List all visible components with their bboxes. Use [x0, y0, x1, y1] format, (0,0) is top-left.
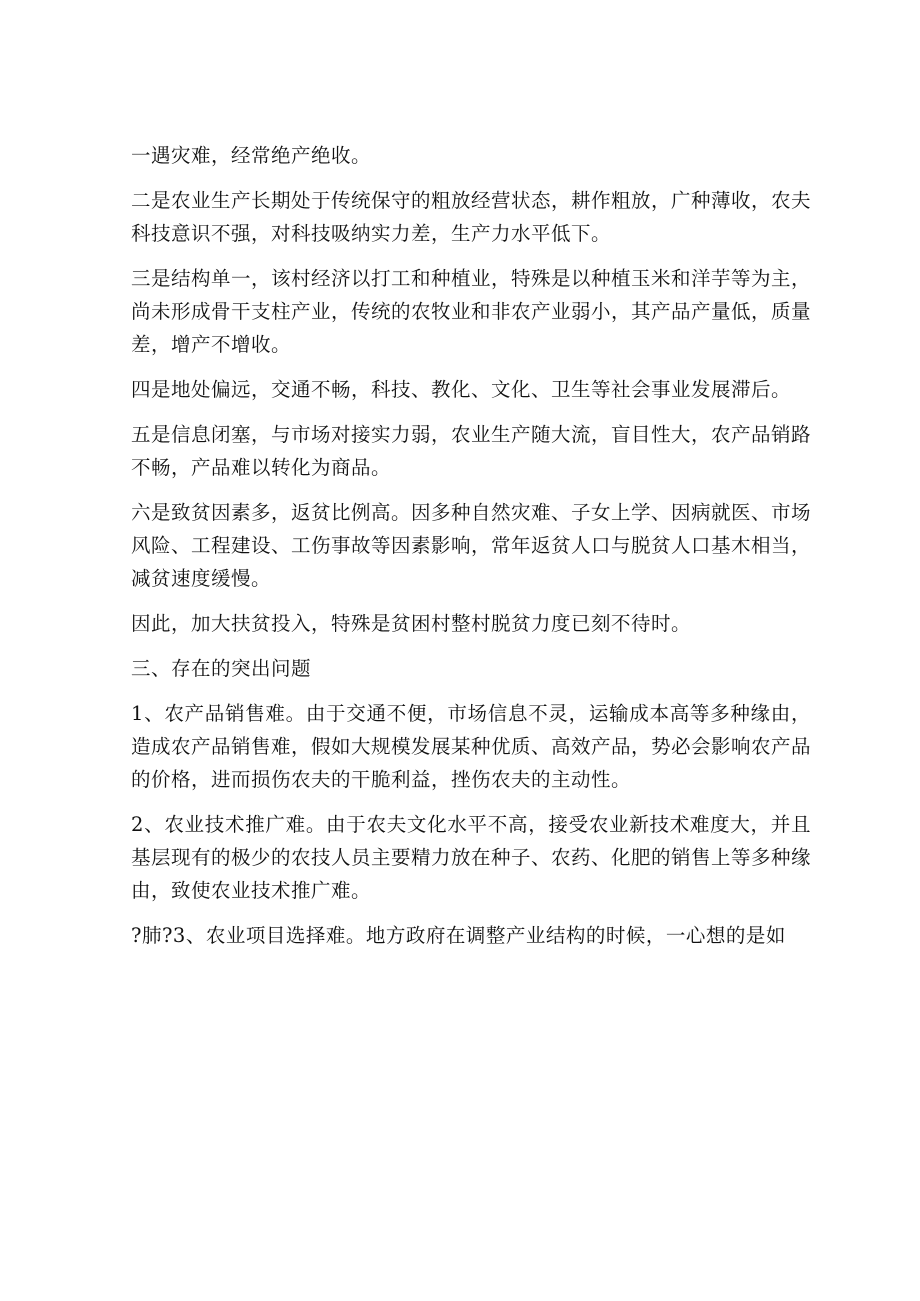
document-body — [131, 139, 811, 964]
paragraph-sales-difficulty: 1、农产品销售难。由于交通不便，市场信息不灵，运输成本高等多种缘由，造成农产品销售难，假如大规模发展某种优质、高效产品，势必会影响农产品的价格，进而损伤农夫的干脆利益，挫伤农夫的主动性。 — [131, 702, 812, 791]
paragraph-conclusion: 因此，加大扶贫投入，特殊是贫困村整村脱贫力度已刻不待时。 — [131, 612, 692, 635]
paragraph-single-structure: 三是结构单一，该村经济以打工和种植业，特殊是以种植玉米和洋芋等为主，尚未形成骨干支柱产业，传统的农牧业和非农产业弱小，其产品产量低，质量差，增产不增收。 — [131, 267, 812, 356]
paragraph-traditional-farming: 二是农业生产长期处于传统保守的粗放经营状态，耕作粗放，广种薄收，农夫科技意识不强，对科技吸纳实力差，生产力水平低下。 — [131, 189, 812, 245]
paragraph-poverty-factors: 六是致贫因素多，返贫比例高。因多种自然灾难、子女上学、因病就医、市场风险、工程建设、工伤事故等因素影响，常年返贫人口与脱贫人口基木相当，减贫速度缓慢。 — [131, 501, 812, 590]
section-heading-problems: 三、存在的突出问题 — [131, 657, 312, 680]
paragraph-remote-location: 四是地处偏远，交通不畅，科技、教化、文化、卫生等社会事业发展滞后。 — [131, 378, 792, 401]
paragraph-technology-promotion: 2、农业技术推广难。由于农夫文化水平不高，接受农业新技术难度大，并且基层现有的极少的农技人员主要精力放在种子、农药、化肥的销售上等多种缘由，致使农业技术推广难。 — [131, 813, 812, 902]
paragraph-information-closure: 五是信息闭塞，与市场对接实力弱，农业生产随大流，盲目性大，农产品销路不畅，产品难以转化为商品。 — [131, 423, 812, 479]
paragraph-disaster-outcome: 一遇灾难，经常绝产绝收。 — [131, 144, 372, 167]
paragraph-project-selection: ?肺?3、农业项目选择难。地方政府在调整产业结构的时候，一心想的是如 — [131, 924, 786, 947]
